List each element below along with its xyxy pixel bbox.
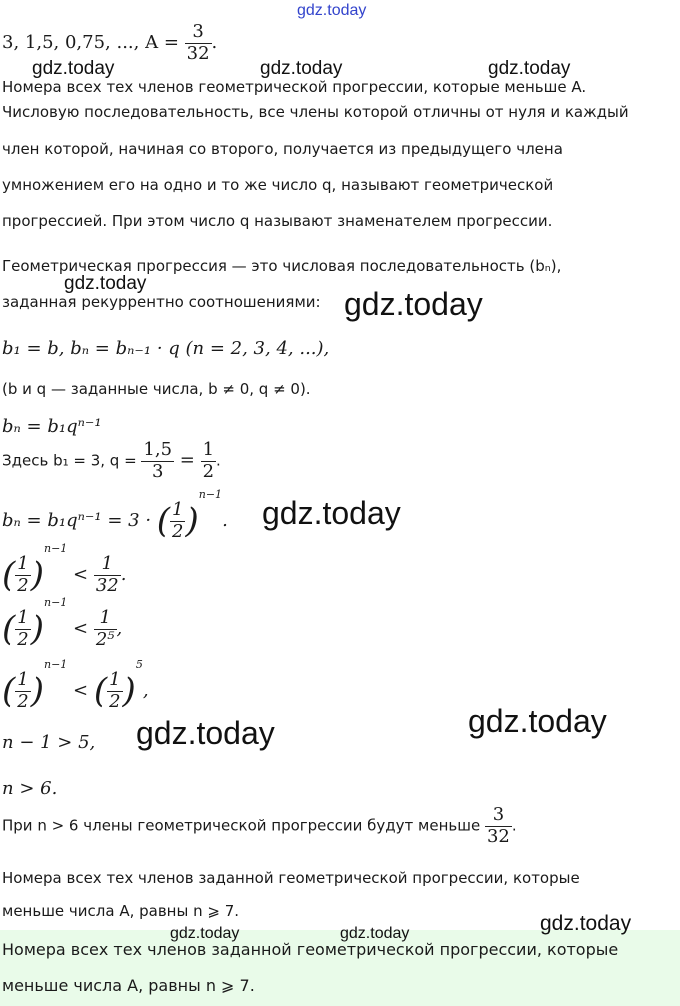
conclusion-text: Номера всех тех членов заданной геометрической прогрессии, которые [2, 869, 580, 887]
recurrence-formula: b₁ = b, bₙ = bₙ₋₁ · q (n = 2, 3, 4, ...), [2, 338, 330, 359]
watermark-link[interactable]: gdz.today [297, 2, 367, 19]
definition-text: заданная рекуррентно соотношениями: [2, 293, 321, 311]
inequality-step: ( $\frac{1}{2}$ )$^{n-1}$ < $\frac{1}{\text{2⁵}}$ , [2, 596, 123, 650]
watermark: gdz.today [340, 925, 410, 942]
watermark: gdz.today [170, 925, 240, 942]
inequality-step: n − 1 > 5, [2, 732, 96, 753]
inequality-step: ( $\frac{1}{2}$ )$^{n-1}$ < ( $\frac{1}{2}$ )$^5$, [2, 658, 149, 712]
definition-text: умножением его на одно и то же число q, называют геометрической [2, 176, 554, 194]
inequality-result: n > 6. [2, 778, 58, 799]
definition-text: член которой, начиная со второго, получается из предыдущего члена [2, 140, 563, 158]
watermark: gdz.today [540, 912, 632, 935]
task-question: Номера всех тех членов геометрической прогрессии, которые меньше A. [2, 78, 587, 96]
watermark: gdz.today [262, 495, 401, 531]
definition-text: прогрессией. При этом число q называют знаменателем прогрессии. [2, 212, 553, 230]
watermark: gdz.today [468, 703, 607, 739]
definition-text: Геометрическая прогрессия — это числовая последовательность (bₙ), [2, 257, 562, 275]
conclusion-text: При n > 6 члены геометрической прогрессии будут меньше $\frac{3}{32}$ . [2, 804, 517, 847]
general-term-formula: bₙ = b₁qⁿ⁻¹ [2, 416, 102, 437]
watermark: gdz.today [260, 58, 343, 79]
watermark: gdz.today [136, 715, 275, 751]
conditions-text: (b и q — заданные числа, b ≠ 0, q ≠ 0). [2, 380, 311, 398]
watermark: gdz.today [32, 58, 115, 79]
answer-line: Номера всех тех членов заданной геометрической прогрессии, которые [2, 940, 619, 959]
watermark: gdz.today [488, 58, 571, 79]
substituted-formula: bₙ = b₁qⁿ⁻¹ = 3 · ( $\frac{1}{2}$ )$^{n-1}$. [2, 488, 228, 542]
answer-line: меньше числа A, равны n ⩾ 7. [2, 976, 255, 995]
sequence-line: 3, 1,5, 0,75, ..., A = $\frac{3}{32}$ . [2, 21, 218, 64]
watermark: gdz.today [64, 273, 147, 294]
watermark: gdz.today [344, 286, 483, 322]
definition-text: Числовую последовательность, все члены которой отличны от нуля и каждый [2, 103, 629, 121]
conclusion-text: меньше числа A, равны n ⩾ 7. [2, 902, 240, 920]
given-values: Здесь b₁ = 3, q = $\frac{1,5}{3}$ = $\frac{1}{2}$ . [2, 439, 221, 482]
inequality-step: ( $\frac{1}{2}$ )$^{n-1}$ < $\frac{1}{32}$ . [2, 542, 127, 596]
